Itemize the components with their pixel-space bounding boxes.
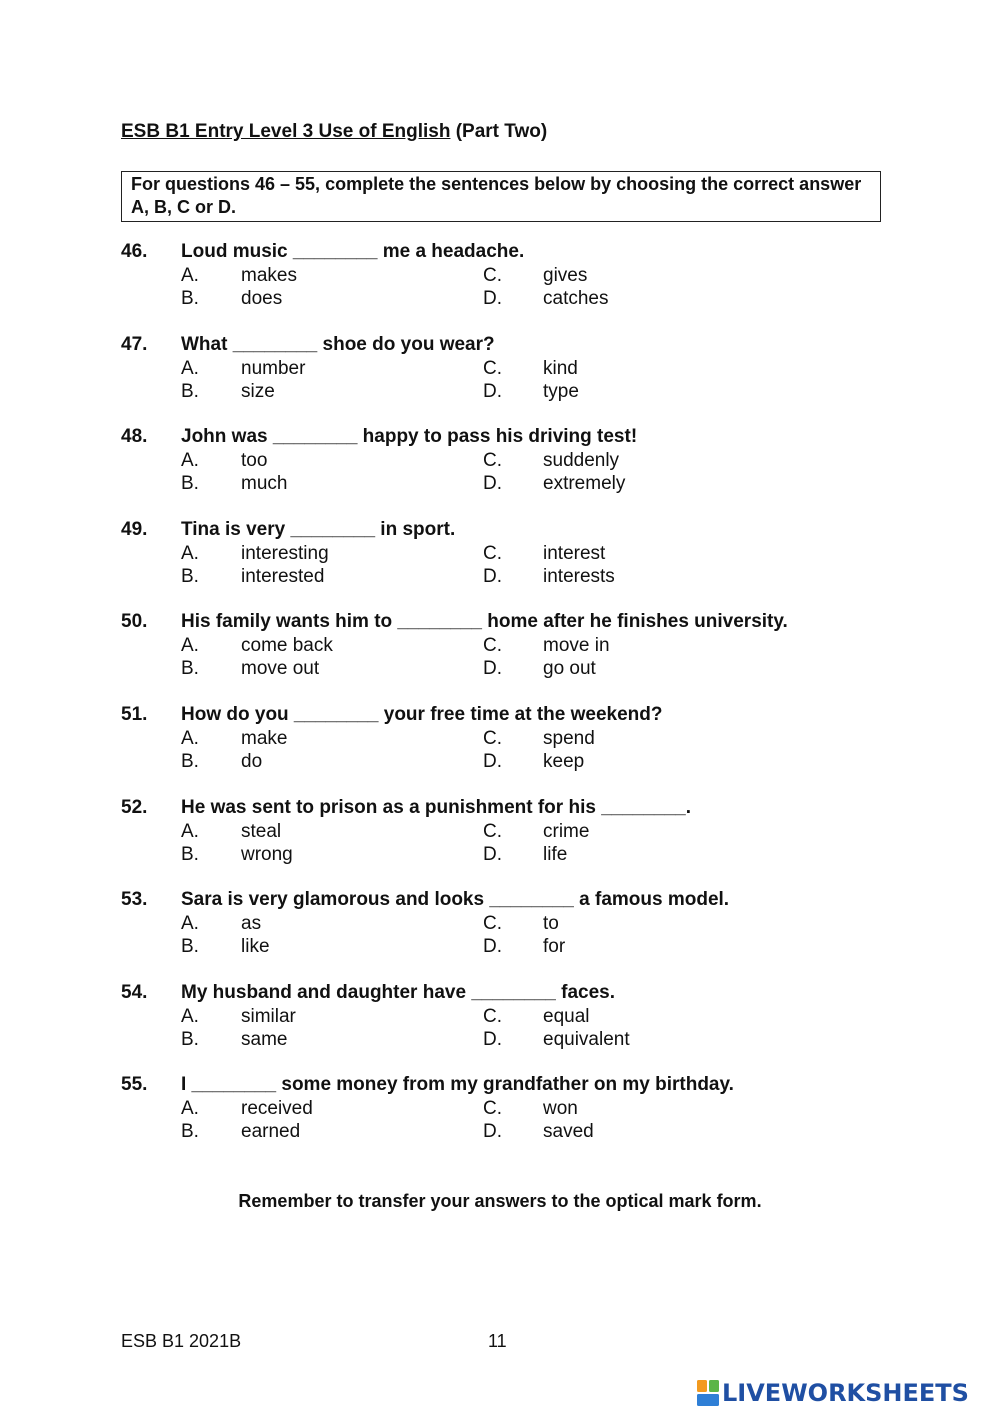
option-letter: D. <box>483 380 502 402</box>
option-letter: D. <box>483 565 502 587</box>
question-text: Tina is very ________ in sport. <box>181 518 456 540</box>
option-letter: A. <box>181 357 199 379</box>
answer-option-a[interactable] <box>181 1097 313 1120</box>
option-letter: B. <box>181 288 199 309</box>
option-letter: A. <box>181 265 199 286</box>
answer-option-c[interactable] <box>483 264 587 287</box>
question-number: 49. <box>121 518 148 540</box>
title-suffix: (Part Two) <box>455 121 548 142</box>
mark-tile-orange <box>697 1380 707 1392</box>
reminder-text: Remember to transfer your answers to the optical mark form. <box>238 1191 762 1211</box>
option-text: steal <box>241 820 282 842</box>
option-letter: A. <box>181 913 199 935</box>
option-letter: A. <box>181 820 199 842</box>
page-title <box>121 121 547 143</box>
option-text: extremely <box>543 473 626 495</box>
answer-option-c[interactable] <box>483 1097 578 1120</box>
option-text: for <box>543 936 566 958</box>
option-letter: A. <box>181 1005 199 1027</box>
option-letter: D. <box>483 473 502 495</box>
footer-code: ESB B1 2021B <box>121 1331 242 1351</box>
question-number: 53. <box>121 889 148 911</box>
option-letter: C. <box>483 1005 502 1027</box>
question-text: Loud music ________ me a headache. <box>181 241 525 262</box>
option-text: move out <box>241 658 320 680</box>
option-letter: B. <box>181 843 199 865</box>
option-letter: B. <box>181 936 199 958</box>
answer-option-c[interactable] <box>483 727 595 750</box>
option-text: like <box>241 936 270 958</box>
option-text: similar <box>241 1005 296 1027</box>
brand-name: LIVEWORKSHEETS <box>722 1379 969 1407</box>
option-letter: C. <box>483 542 502 564</box>
answer-option-c[interactable] <box>483 912 559 935</box>
option-letter: C. <box>483 1098 502 1120</box>
question-text: How do you ________ your free time at the weekend? <box>181 703 663 725</box>
option-text: to <box>543 913 559 935</box>
answer-option-a[interactable] <box>181 264 297 287</box>
answer-option-a[interactable] <box>181 820 281 843</box>
option-text: as <box>241 913 262 935</box>
answer-option-d[interactable] <box>483 472 625 495</box>
mark-tile-green <box>709 1380 719 1392</box>
option-letter: A. <box>181 542 199 564</box>
answer-option-d[interactable] <box>483 843 567 866</box>
question-number: 48. <box>121 426 148 448</box>
answer-option-d[interactable] <box>483 935 565 958</box>
answer-option-a[interactable] <box>181 449 267 472</box>
option-letter: B. <box>181 380 199 402</box>
question-55 <box>121 1073 881 1166</box>
option-text: go out <box>543 658 596 680</box>
question-text: John was ________ happy to pass his driving test! <box>181 426 638 448</box>
page-number: 11 <box>488 1331 507 1351</box>
answer-option-b[interactable] <box>181 1120 300 1143</box>
option-text: type <box>543 380 579 402</box>
option-letter: C. <box>483 913 502 935</box>
mark-tile-blue <box>697 1394 719 1406</box>
option-text: suddenly <box>543 450 620 472</box>
option-text: does <box>241 288 283 309</box>
answer-option-c[interactable] <box>483 542 605 565</box>
option-text: interesting <box>241 542 329 564</box>
option-text: gives <box>543 265 588 286</box>
option-letter: A. <box>181 1098 199 1120</box>
answer-option-a[interactable] <box>181 912 261 935</box>
question-52 <box>121 796 881 889</box>
option-text: equal <box>543 1005 590 1027</box>
question-46 <box>121 240 881 333</box>
option-text: keep <box>543 750 585 772</box>
option-letter: D. <box>483 936 502 958</box>
question-number: 47. <box>121 333 148 355</box>
option-letter: C. <box>483 727 502 749</box>
answer-option-c[interactable] <box>483 634 610 657</box>
question-number: 51. <box>121 703 148 725</box>
question-text: My husband and daughter have ________ faces. <box>181 981 616 1003</box>
option-letter: C. <box>483 820 502 842</box>
option-letter: B. <box>181 473 199 495</box>
option-letter: B. <box>181 1121 199 1143</box>
question-50 <box>121 610 881 703</box>
answer-option-b[interactable] <box>181 287 282 310</box>
answer-option-c[interactable] <box>483 1005 590 1028</box>
question-54 <box>121 981 881 1074</box>
option-text: wrong <box>241 843 293 865</box>
option-letter: C. <box>483 450 502 472</box>
answer-option-a[interactable] <box>181 1005 296 1028</box>
option-text: kind <box>543 357 578 379</box>
answer-option-b[interactable] <box>181 935 270 958</box>
option-text: size <box>241 380 275 402</box>
option-text: makes <box>241 265 297 286</box>
answer-option-d[interactable] <box>483 750 584 773</box>
answer-option-b[interactable] <box>181 1028 287 1051</box>
answer-option-a[interactable] <box>181 727 287 750</box>
option-text: crime <box>543 820 590 842</box>
question-number: 52. <box>121 796 148 818</box>
option-text: number <box>241 357 306 379</box>
option-letter: D. <box>483 658 502 680</box>
option-letter: B. <box>181 658 199 680</box>
option-text: spend <box>543 727 595 749</box>
answer-option-d[interactable] <box>483 657 596 680</box>
option-text: much <box>241 473 288 495</box>
option-text: interest <box>543 542 606 564</box>
option-letter: B. <box>181 1028 199 1050</box>
question-list <box>121 240 881 1166</box>
answer-option-d[interactable] <box>483 1028 630 1051</box>
option-letter: C. <box>483 357 502 379</box>
instructions-box: For questions 46 – 55, complete the sentences below by choosing the correct answer A, B, C or D. <box>121 171 881 222</box>
option-letter: A. <box>181 727 199 749</box>
option-letter: D. <box>483 843 502 865</box>
question-49 <box>121 518 881 611</box>
answer-option-d[interactable] <box>483 565 615 588</box>
option-letter: B. <box>181 750 199 772</box>
option-text: move in <box>543 635 610 657</box>
question-text: I ________ some money from my grandfather on my birthday. <box>181 1074 734 1096</box>
option-text: equivalent <box>543 1028 630 1050</box>
answer-option-b[interactable] <box>181 657 319 680</box>
question-text: He was sent to prison as a punishment for his ________. <box>181 796 692 818</box>
question-47 <box>121 333 881 426</box>
liveworksheets-logo <box>697 1378 997 1408</box>
answer-option-c[interactable] <box>483 357 578 380</box>
option-letter: C. <box>483 635 502 657</box>
option-text: life <box>543 843 568 865</box>
question-text: His family wants him to ________ home after he finishes university. <box>181 611 788 633</box>
question-48 <box>121 425 881 518</box>
option-letter: D. <box>483 288 502 309</box>
option-text: won <box>543 1098 578 1120</box>
question-number: 54. <box>121 981 148 1003</box>
option-text: catches <box>543 288 609 309</box>
answer-option-a[interactable] <box>181 542 329 565</box>
answer-option-c[interactable] <box>483 820 589 843</box>
option-text: do <box>241 750 263 772</box>
option-letter: D. <box>483 1028 502 1050</box>
answer-option-d[interactable] <box>483 380 579 403</box>
option-letter: D. <box>483 1121 502 1143</box>
question-number: 46. <box>121 241 148 262</box>
question-51 <box>121 703 881 796</box>
answer-option-b[interactable] <box>181 565 324 588</box>
option-text: same <box>241 1028 288 1050</box>
answer-option-a[interactable] <box>181 634 333 657</box>
option-letter: D. <box>483 750 502 772</box>
answer-option-b[interactable] <box>181 843 293 866</box>
option-text: interested <box>241 565 325 587</box>
option-text: make <box>241 727 288 749</box>
option-letter: C. <box>483 265 502 286</box>
option-text: interests <box>543 565 615 587</box>
answer-option-d[interactable] <box>483 1120 594 1143</box>
answer-option-c[interactable] <box>483 449 619 472</box>
option-text: earned <box>241 1121 301 1143</box>
liveworksheets-mark-icon <box>697 1380 719 1406</box>
question-number: 55. <box>121 1074 148 1096</box>
option-text: saved <box>543 1121 594 1143</box>
option-letter: A. <box>181 450 199 472</box>
option-text: come back <box>241 635 333 657</box>
question-text: What ________ shoe do you wear? <box>181 333 495 355</box>
option-letter: B. <box>181 565 199 587</box>
question-number: 50. <box>121 611 148 633</box>
answer-option-b[interactable] <box>181 380 275 403</box>
answer-option-b[interactable] <box>181 472 287 495</box>
option-letter: A. <box>181 635 199 657</box>
question-53 <box>121 888 881 981</box>
answer-option-a[interactable] <box>181 357 305 380</box>
answer-option-d[interactable] <box>483 287 608 310</box>
title-main: ESB B1 Entry Level 3 Use of English <box>121 121 451 142</box>
question-text: Sara is very glamorous and looks ________ a famous model. <box>181 889 730 911</box>
option-text: too <box>241 450 268 472</box>
answer-option-b[interactable] <box>181 750 262 773</box>
option-text: received <box>241 1098 313 1120</box>
